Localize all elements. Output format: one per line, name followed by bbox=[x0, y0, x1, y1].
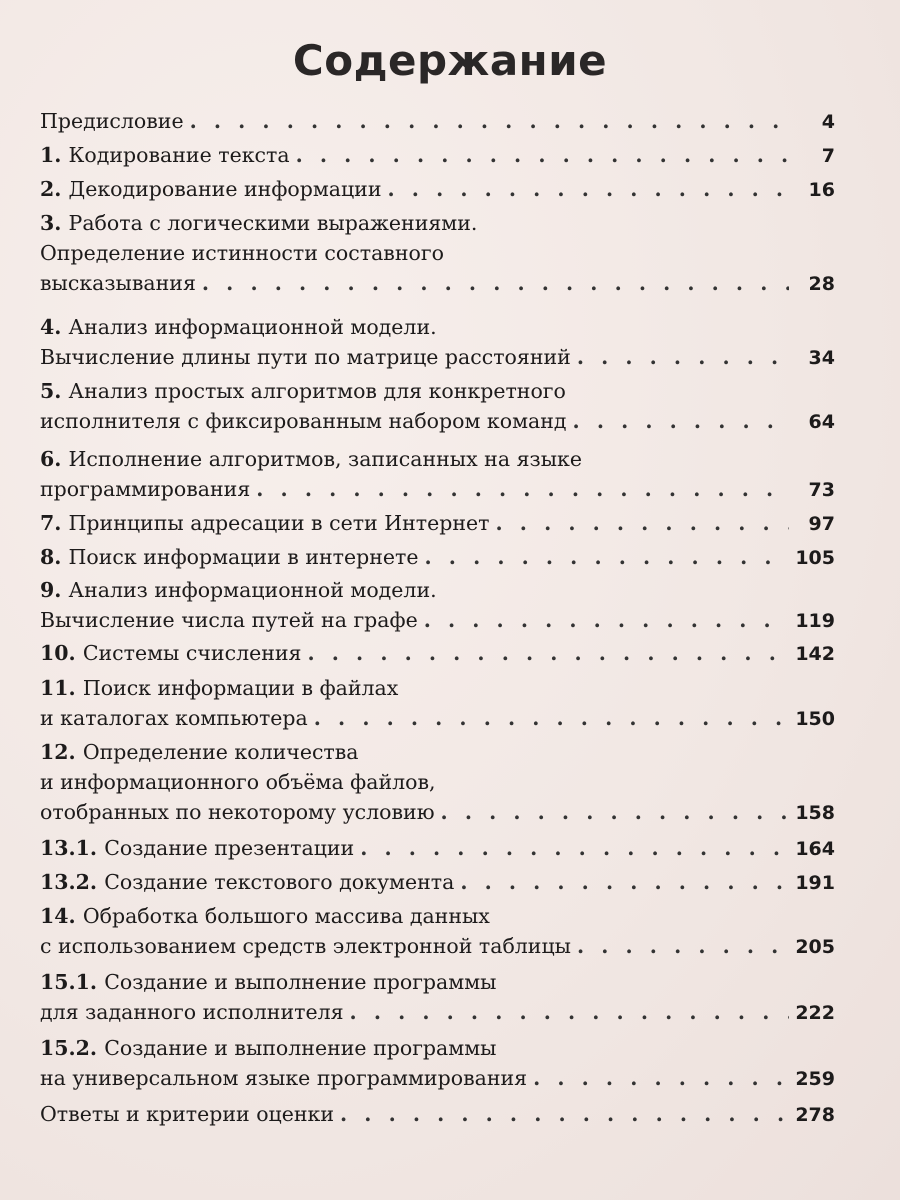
toc-leader-dots bbox=[314, 703, 789, 733]
toc-page-number: 119 bbox=[795, 610, 835, 632]
toc-entry-number: 13.1. bbox=[40, 836, 105, 860]
toc-entry-line bbox=[40, 575, 835, 605]
toc-entry-line bbox=[40, 312, 835, 342]
toc-entry-last-line bbox=[40, 140, 835, 170]
toc-page-number: 222 bbox=[795, 1002, 835, 1024]
toc-page-number: 150 bbox=[795, 708, 835, 730]
toc-leader-dots bbox=[424, 605, 789, 635]
toc-leader-dots bbox=[533, 1063, 789, 1093]
toc-entry-text: Создание и выполнение программы bbox=[104, 970, 497, 994]
toc-entry-last-line bbox=[40, 867, 835, 897]
toc-entry-text: Работа с логическими выражениями. bbox=[68, 211, 478, 235]
toc-entry bbox=[40, 174, 835, 204]
toc-entry-last-line bbox=[40, 406, 835, 436]
toc-page-number: 164 bbox=[795, 838, 835, 860]
toc-entry-number: 6. bbox=[40, 447, 69, 471]
toc-entry-number: 2. bbox=[40, 177, 69, 201]
toc-page-number: 142 bbox=[795, 643, 835, 665]
toc-entry bbox=[40, 1099, 835, 1129]
toc-page-number: 97 bbox=[808, 513, 835, 535]
toc-entry-text: Системы счисления bbox=[82, 641, 302, 665]
toc-entry bbox=[40, 1033, 835, 1093]
toc-entry-text: Принципы адресации в сети Интернет bbox=[68, 511, 490, 535]
toc-leader-dots bbox=[340, 1099, 789, 1129]
toc-entry bbox=[40, 673, 835, 733]
toc-entry-text: программирования bbox=[40, 477, 251, 501]
toc-entry-text: Поиск информации в файлах bbox=[82, 676, 399, 700]
toc-entry-text: и каталогах компьютера bbox=[40, 706, 308, 730]
toc-entry bbox=[40, 833, 835, 863]
toc-entry-line bbox=[40, 767, 835, 797]
toc-entry-text: Декодирование информации bbox=[68, 177, 382, 201]
toc-entry-number: 3. bbox=[40, 211, 69, 235]
toc-entry bbox=[40, 575, 835, 635]
toc-entry-text: Ответы и критерии оценки bbox=[40, 1102, 335, 1126]
toc-leader-dots bbox=[350, 997, 789, 1027]
toc-entry-last-line bbox=[40, 605, 835, 635]
toc-entry-number: 5. bbox=[40, 379, 69, 403]
toc-entry bbox=[40, 737, 835, 827]
toc-page-number: 205 bbox=[795, 936, 835, 958]
toc-entry-last-line bbox=[40, 931, 835, 961]
toc-entry-last-line bbox=[40, 997, 835, 1027]
toc-entry-last-line bbox=[40, 542, 835, 572]
toc-leader-dots bbox=[256, 474, 789, 504]
toc-entry-last-line bbox=[40, 1099, 835, 1129]
toc-entry-text: Вычисление числа путей на графе bbox=[40, 608, 418, 632]
toc-entry-text: исполнителя с фиксированным набором команд bbox=[40, 409, 567, 433]
toc-entry bbox=[40, 542, 835, 572]
toc-entry-line bbox=[40, 208, 835, 238]
toc-page-number: 7 bbox=[821, 145, 835, 167]
toc-entry bbox=[40, 376, 835, 436]
toc-leader-dots bbox=[202, 268, 789, 298]
toc-entry-text: высказывания bbox=[40, 271, 196, 295]
toc-entry-text: Предисловие bbox=[40, 109, 184, 133]
toc-page-number: 73 bbox=[808, 479, 835, 501]
toc-entry-text: на универсальном языке программирования bbox=[40, 1066, 528, 1090]
toc-entry-line bbox=[40, 967, 835, 997]
toc-entry-last-line bbox=[40, 1063, 835, 1093]
toc-page-number: 4 bbox=[821, 111, 835, 133]
toc-entry-text: Анализ простых алгоритмов для конкретного bbox=[68, 379, 566, 403]
toc-entry-number: 12. bbox=[40, 740, 83, 764]
toc-page-number: 105 bbox=[795, 547, 835, 569]
toc-entry-text: Обработка большого массива данных bbox=[82, 904, 490, 928]
toc-entry-last-line bbox=[40, 833, 835, 863]
toc-page-number: 64 bbox=[808, 411, 835, 433]
toc-entry-last-line bbox=[40, 474, 835, 504]
toc-entry-line bbox=[40, 737, 835, 767]
toc-page-number: 16 bbox=[808, 179, 835, 201]
toc-page-number: 278 bbox=[795, 1104, 835, 1126]
toc-leader-dots bbox=[360, 833, 789, 863]
toc-entry-number: 7. bbox=[40, 511, 69, 535]
toc-entry-last-line bbox=[40, 174, 835, 204]
toc-entry-number: 14. bbox=[40, 904, 83, 928]
toc-entry bbox=[40, 901, 835, 961]
toc-entry-text: Определение истинности составного bbox=[40, 241, 444, 265]
toc-entry bbox=[40, 140, 835, 170]
toc-leader-dots bbox=[190, 106, 789, 136]
toc-entry bbox=[40, 867, 835, 897]
toc-entry-last-line bbox=[40, 268, 835, 298]
toc-entry-last-line bbox=[40, 106, 835, 136]
toc-entry-text: Определение количества bbox=[82, 740, 359, 764]
toc-leader-dots bbox=[388, 174, 789, 204]
toc-page-number: 191 bbox=[795, 872, 835, 894]
toc-entry bbox=[40, 508, 835, 538]
toc-entry-number: 8. bbox=[40, 545, 69, 569]
toc-entry-text: Кодирование текста bbox=[68, 143, 290, 167]
toc-entry-number: 15.1. bbox=[40, 970, 105, 994]
toc-entry-last-line bbox=[40, 703, 835, 733]
toc-entry-line bbox=[40, 1033, 835, 1063]
toc-entry bbox=[40, 312, 835, 372]
toc-leader-dots bbox=[308, 638, 790, 668]
toc-leader-dots bbox=[441, 797, 789, 827]
toc-entry-text: Создание презентации bbox=[104, 836, 355, 860]
toc-entry-line bbox=[40, 901, 835, 931]
toc-entry-number: 9. bbox=[40, 578, 69, 602]
toc-entry-last-line bbox=[40, 638, 835, 668]
toc-leader-dots bbox=[296, 140, 789, 170]
toc-entry-number: 1. bbox=[40, 143, 69, 167]
toc-entry-text: Создание и выполнение программы bbox=[104, 1036, 497, 1060]
toc-entry-last-line bbox=[40, 797, 835, 827]
toc-entry-number: 13.2. bbox=[40, 870, 105, 894]
toc-entry-text: с использованием средств электронной таблицы bbox=[40, 934, 571, 958]
toc-entry bbox=[40, 638, 835, 668]
toc-page-number: 259 bbox=[795, 1068, 835, 1090]
toc-leader-dots bbox=[425, 542, 789, 572]
toc-leader-dots bbox=[577, 931, 789, 961]
toc-entry-number: 11. bbox=[40, 676, 83, 700]
toc-entry-line bbox=[40, 238, 835, 268]
toc-entry-text: Поиск информации в интернете bbox=[68, 545, 419, 569]
toc-entry bbox=[40, 444, 835, 504]
toc-entry-line bbox=[40, 444, 835, 474]
page-title: Содержание bbox=[292, 36, 608, 85]
toc-entry-text: Анализ информационной модели. bbox=[68, 578, 437, 602]
toc-entry-line bbox=[40, 673, 835, 703]
toc-entry-text: для заданного исполнителя bbox=[40, 1000, 344, 1024]
toc-entry-text: и информационного объёма файлов, bbox=[40, 770, 436, 794]
toc-leader-dots bbox=[496, 508, 789, 538]
toc-entry-last-line bbox=[40, 342, 835, 372]
toc-entry-number: 4. bbox=[40, 315, 69, 339]
toc-entry-line bbox=[40, 376, 835, 406]
toc-leader-dots bbox=[573, 406, 789, 436]
toc-page-number: 28 bbox=[808, 273, 835, 295]
toc-entry bbox=[40, 208, 835, 298]
toc-entry-last-line bbox=[40, 508, 835, 538]
toc-entry-text: Создание текстового документа bbox=[104, 870, 455, 894]
toc-entry-text: Вычисление длины пути по матрице расстояний bbox=[40, 345, 571, 369]
toc-entry-text: Исполнение алгоритмов, записанных на языке bbox=[68, 447, 582, 471]
toc-leader-dots bbox=[577, 342, 789, 372]
toc-page-number: 158 bbox=[795, 802, 835, 824]
toc-entry bbox=[40, 106, 835, 136]
toc-entry-text: отобранных по некоторому условию bbox=[40, 800, 435, 824]
toc-entry-number: 10. bbox=[40, 641, 83, 665]
toc-page-number: 34 bbox=[808, 347, 835, 369]
toc-entry-text: Анализ информационной модели. bbox=[68, 315, 437, 339]
toc-leader-dots bbox=[460, 867, 789, 897]
toc-entry bbox=[40, 967, 835, 1027]
toc-entry-number: 15.2. bbox=[40, 1036, 105, 1060]
